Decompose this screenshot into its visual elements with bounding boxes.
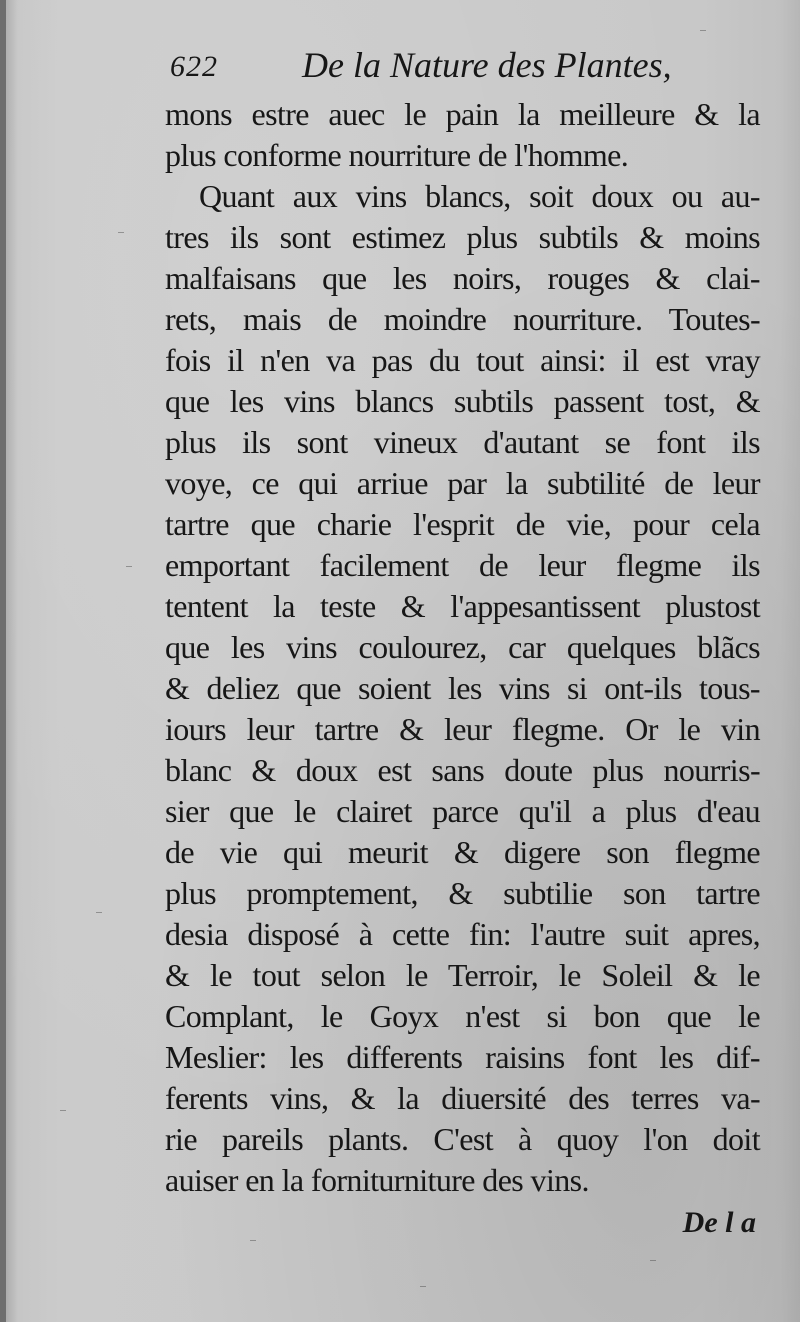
text-line: malfaisans que les noirs, rouges & clai-: [165, 260, 760, 296]
text-line: plus ils sont vineux d'autant se font ils: [165, 424, 760, 460]
paragraph-first-line: Quant aux vins blancs, soit doux ou au-: [199, 178, 760, 214]
text-line: blanc & doux est sans doute plus nourris-: [165, 752, 760, 788]
text-line: ferents vins, & la diuersité des terres va-: [165, 1080, 760, 1116]
paper-fleck: [96, 912, 102, 913]
text-line: & deliez que soient les vins si ont-ils tous-: [165, 670, 760, 706]
text-line: sier que le clairet parce qu'il a plus d'eau: [165, 793, 760, 829]
running-title: De la Nature des Plantes,: [302, 45, 672, 85]
text-line: de vie qui meurit & digere son flegme: [165, 834, 760, 870]
paper-fleck: [250, 1240, 256, 1241]
paper-fleck: [60, 1110, 66, 1111]
paper-fleck: [420, 1286, 426, 1287]
text-line: plus conforme nourriture de l'homme.: [165, 137, 629, 173]
text-line: iours leur tartre & leur flegme. Or le vin: [165, 711, 760, 747]
text-body: [165, 94, 760, 1201]
text-line: que les vins coulourez, car quelques blãcs: [165, 629, 760, 665]
text-line: mons estre auec le pain la meilleure & la: [165, 96, 760, 132]
paper-fleck: [650, 1260, 656, 1261]
text-line: desia disposé à cette fin: l'autre suit apres,: [165, 916, 760, 952]
text-line: tentent la teste & l'appesantissent plustost: [165, 588, 760, 624]
text-line: tres ils sont estimez plus subtils & moins: [165, 219, 760, 255]
text-line: plus promptement, & subtilie son tartre: [165, 875, 760, 911]
running-head: [170, 44, 690, 94]
paper-fleck: [118, 232, 124, 233]
text-line: fois il n'en va pas du tout ainsi: il est vray: [165, 342, 760, 378]
text-line: auiser en la forniturniture des vins.: [165, 1162, 589, 1198]
text-line: rie pareils plants. C'est à quoy l'on doit: [165, 1121, 760, 1157]
text-line: tartre que charie l'esprit de vie, pour cela: [165, 506, 760, 542]
paper-fleck: [126, 566, 132, 567]
text-line: & le tout selon le Terroir, le Soleil & le: [165, 957, 760, 993]
page-number: 622: [170, 50, 218, 83]
catchword: De l a: [682, 1206, 756, 1239]
text-line: rets, mais de moindre nourriture. Toutes-: [165, 301, 760, 337]
text-line: voye, ce qui arriue par la subtilité de leur: [165, 465, 760, 501]
text-line: Complant, le Goyx n'est si bon que le: [165, 998, 760, 1034]
text-line: Meslier: les differents raisins font les dif-: [165, 1039, 760, 1075]
paper-fleck: [700, 30, 706, 31]
text-line: que les vins blancs subtils passent tost, &: [165, 383, 760, 419]
text-line: emportant facilement de leur flegme ils: [165, 547, 760, 583]
